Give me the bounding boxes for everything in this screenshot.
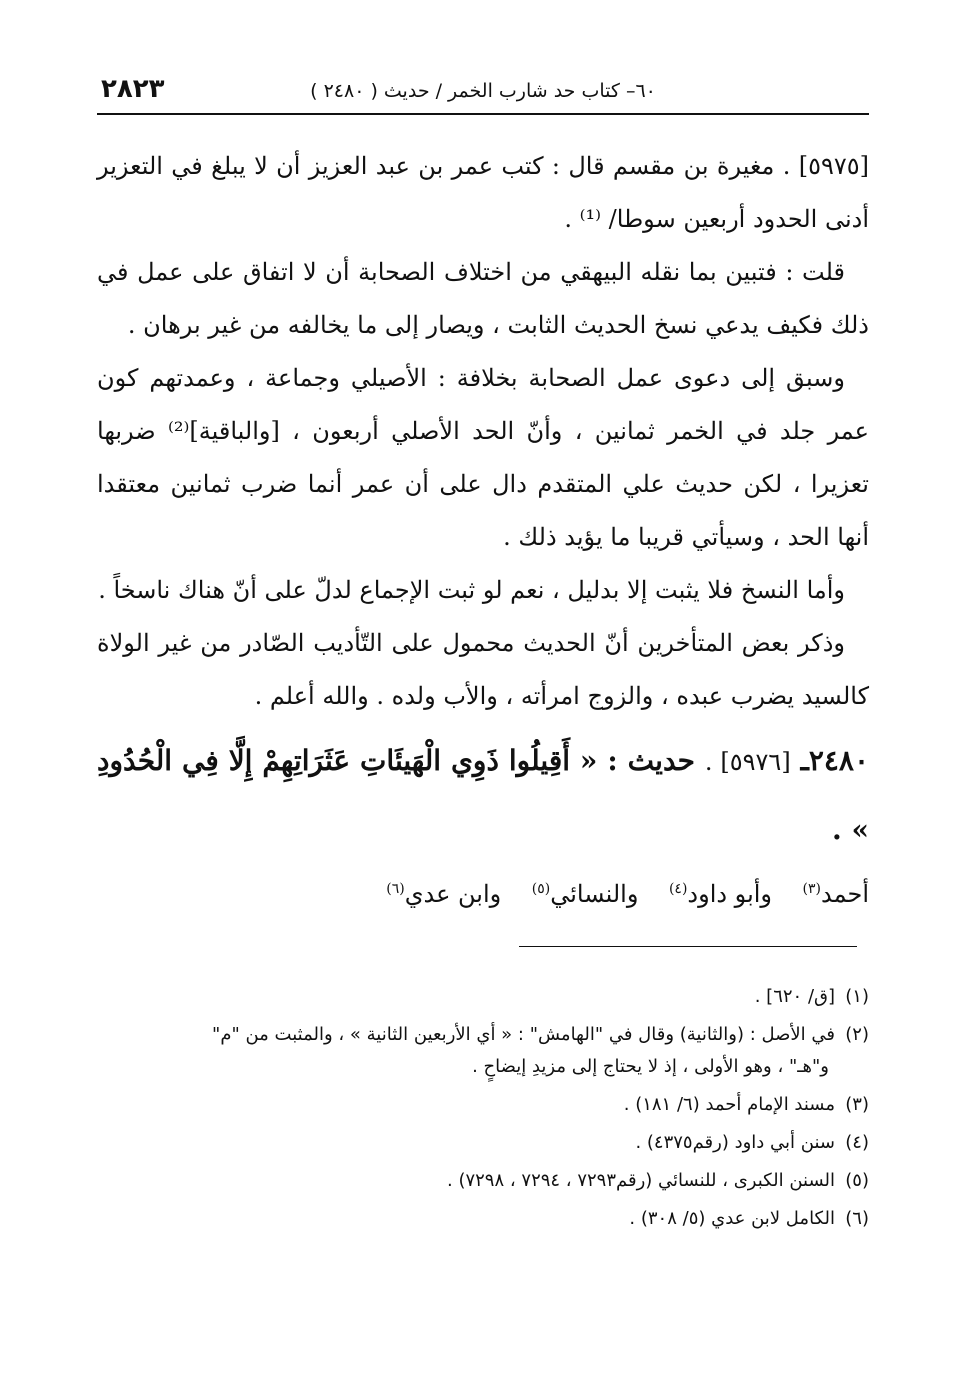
footnote-mark: (٤) bbox=[668, 881, 688, 897]
header-rule bbox=[97, 113, 869, 115]
footnote-text: السنن الكبرى ، للنسائي (رقم٧٢٩٣ ، ٧٢٩٤ ، ٧٢٩٨) . bbox=[447, 1170, 835, 1191]
footnote-mark: (٦) bbox=[386, 881, 405, 897]
hadith-number: ٢٤٨٠ـ bbox=[800, 744, 869, 777]
footnote bbox=[97, 1200, 869, 1238]
hadith-ref: [٥٩٧٦] . bbox=[704, 748, 791, 776]
source-item: والنسائي bbox=[550, 880, 639, 908]
footnote-text: مسند الإمام أحمد (٦/ ١٨١) . bbox=[623, 1094, 835, 1115]
footnote-number: (١) bbox=[845, 986, 869, 1007]
footnote-mark: (٥) bbox=[531, 881, 551, 897]
page-header bbox=[97, 70, 869, 110]
hadith-heading bbox=[97, 727, 869, 864]
footnote bbox=[97, 978, 869, 1016]
footnote-number: (٢) bbox=[845, 1024, 869, 1045]
page-number: ٢٨٢٣ bbox=[101, 74, 165, 104]
paragraph: وأما النسخ فلا يثبت إلا بدليل ، نعم لو ثبت الإجماع لدلّ على أنّ هناك ناسخاً . bbox=[98, 576, 845, 604]
footnote-text: [ق/ ٦٢٠] . bbox=[754, 986, 835, 1007]
footnote-number: (٦) bbox=[845, 1208, 869, 1229]
footnote-number: (٤) bbox=[845, 1132, 869, 1153]
footnote-mark: (٣) bbox=[802, 881, 822, 897]
footnote-number: (٥) bbox=[845, 1170, 869, 1191]
footnote-number: (٣) bbox=[845, 1094, 869, 1115]
footnote-text: في الأصل : (والثانية) وقال في "الهامش" : « أي الأربعين الثانية » ، والمثبت من "م" bbox=[212, 1024, 835, 1045]
footnote-text: و"هـ" ، وهو الأولى ، إذ لا يحتاج إلى مزيدِ إيضاحٍ . bbox=[472, 1056, 829, 1077]
source-item: وابن عدي bbox=[404, 880, 502, 908]
source-item: وأبو داود bbox=[687, 880, 773, 908]
paragraph: وسبق إلى دعوى عمل الصحابة بخلافة : الأصيلي وجماعة ، وعمدتهم كون عمر جلد في الخمر ثمانين ، وأنّ الحد الأصلي أربعون ، [والباقية]⁽²⁾ ضربها تعزيرا ، لكن حديث علي المتقدم دال على أن عمر أنما ضرب ثمانين معتقدا أنها الحد ، وسيأتي قريبا ما يؤيد ذلك . bbox=[97, 364, 870, 551]
footnote bbox=[97, 1124, 869, 1162]
source-item: أحمد bbox=[821, 880, 869, 908]
paragraph: [٥٩٧٥] . مغيرة بن مقسم قال : كتب عمر بن عبد العزيز أن لا يبلغ في التعزير أدنى الحدود أربعين سوطا/ ⁽¹⁾ . bbox=[97, 152, 869, 233]
paragraph: وذكر بعض المتأخرين أنّ الحديث محمول على التّأديب الصّادر من غير الولاة كالسيد يضرب عبده ، والزوج امرأته ، والأب ولده . والله أعلم . bbox=[97, 629, 869, 710]
body-text bbox=[97, 140, 869, 924]
hadith-label: حديث : bbox=[607, 744, 695, 777]
footnote bbox=[97, 1162, 869, 1200]
paragraph: قلت : فتبين بما نقله البيهقي من اختلاف الصحابة أن لا اتفاق على عمل في ذلك فكيف يدعي نسخ الحديث الثابت ، ويصار إلى ما يخالفه من غير برهان . bbox=[97, 258, 869, 339]
footnote-text: الكامل لابن عدي (٥/ ٣٠٨) . bbox=[629, 1208, 835, 1229]
footnote bbox=[97, 1086, 869, 1124]
footnotes bbox=[97, 978, 869, 1238]
sources-line bbox=[97, 864, 869, 924]
hadith-text: « أَقِيلُوا ذَوِي الْهَيئَاتِ عَثَرَاتِهِمْ إِلَّا فِي الْحُدُودِ » . bbox=[97, 744, 869, 846]
running-head: ٦٠– كتاب حد شارب الخمر / حديث ( ٢٤٨٠ ) bbox=[310, 80, 656, 102]
footnote-text: سنن أبي داود (رقم٤٣٧٥) . bbox=[635, 1132, 835, 1153]
